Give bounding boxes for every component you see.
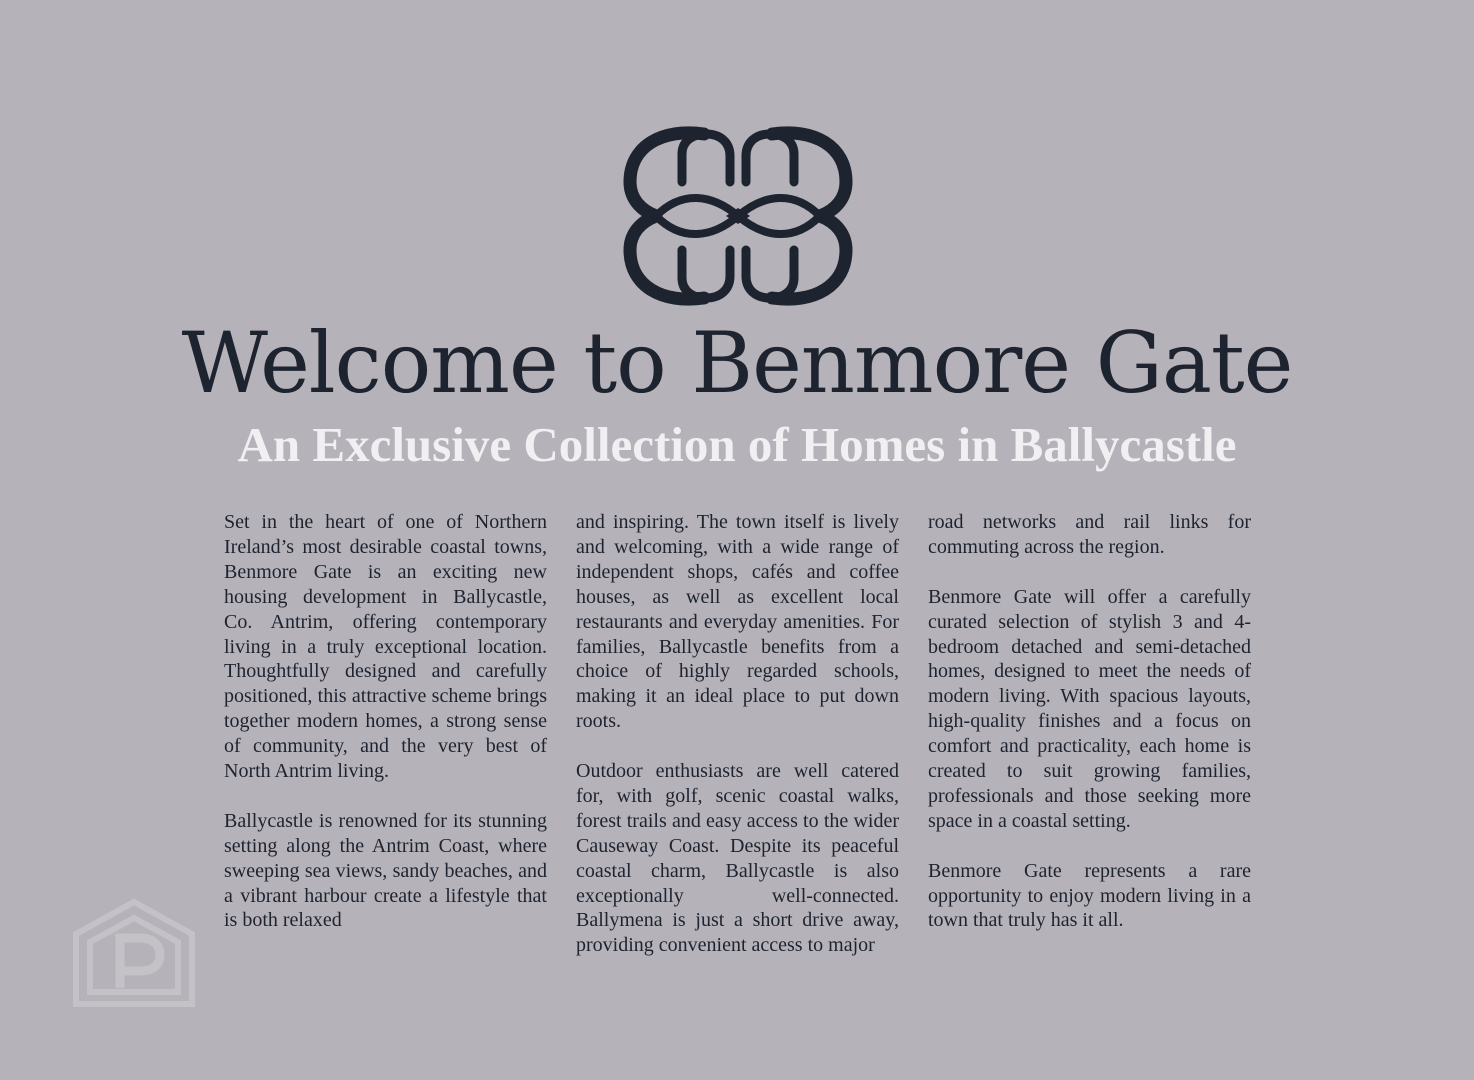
paragraph: Set in the heart of one of Northern Ireland’s most desirable coastal towns, Benmore Gate is an exciting new housing development in Ballycastle, Co. Antrim, offering contemporary living in a truly exceptional location. Thoughtfully designed and carefully positioned, this attractive scheme brings together modern homes, a strong sense of community, and the very best of North Antrim living. xyxy=(224,511,547,783)
text-column-3 xyxy=(928,510,1251,958)
benmore-gate-monogram-logo xyxy=(622,124,854,308)
paragraph: road networks and rail links for commuting across the region. xyxy=(928,511,1251,558)
paragraph: Outdoor enthusiasts are well catered for, with golf, scenic coastal walks, forest trails and easy access to the wider Causeway Coast. Despite its peaceful coastal charm, Ballycastle is also exceptionally well-connected. Ballymena is just a short drive away, providing convenient access to major xyxy=(576,760,899,957)
text-column-2 xyxy=(576,510,899,983)
paragraph: Ballycastle is renowned for its stunning setting along the Antrim Coast, where sweeping sea views, sandy beaches, and a vibrant harbour create a lifestyle that is both relaxed xyxy=(224,809,547,932)
paragraph: Benmore Gate represents a rare opportunity to enjoy modern living in a town that truly has it all. xyxy=(928,859,1251,932)
page-subtitle: An Exclusive Collection of Homes in Ballycastle xyxy=(237,417,1237,472)
page-title: Welcome to Benmore Gate xyxy=(181,314,1293,412)
property-watermark-icon xyxy=(70,898,198,1008)
paragraph: Benmore Gate will offer a carefully curated selection of stylish 3 and 4-bedroom detached and semi-detached homes, designed to meet the needs of modern living. With spacious layouts, high-quality finishes and a focus on comfort and practicality, each home is created to suit growing families, professionals and those seeking more space in a coastal setting. xyxy=(928,585,1251,832)
paragraph: and inspiring. The town itself is lively and welcoming, with a wide range of independent shops, cafés and coffee houses, as well as excellent local restaurants and everyday amenities. For families, Ballycastle benefits from a choice of highly regarded schools, making it an ideal place to put down roots. xyxy=(576,511,899,733)
text-column-1 xyxy=(224,510,547,958)
